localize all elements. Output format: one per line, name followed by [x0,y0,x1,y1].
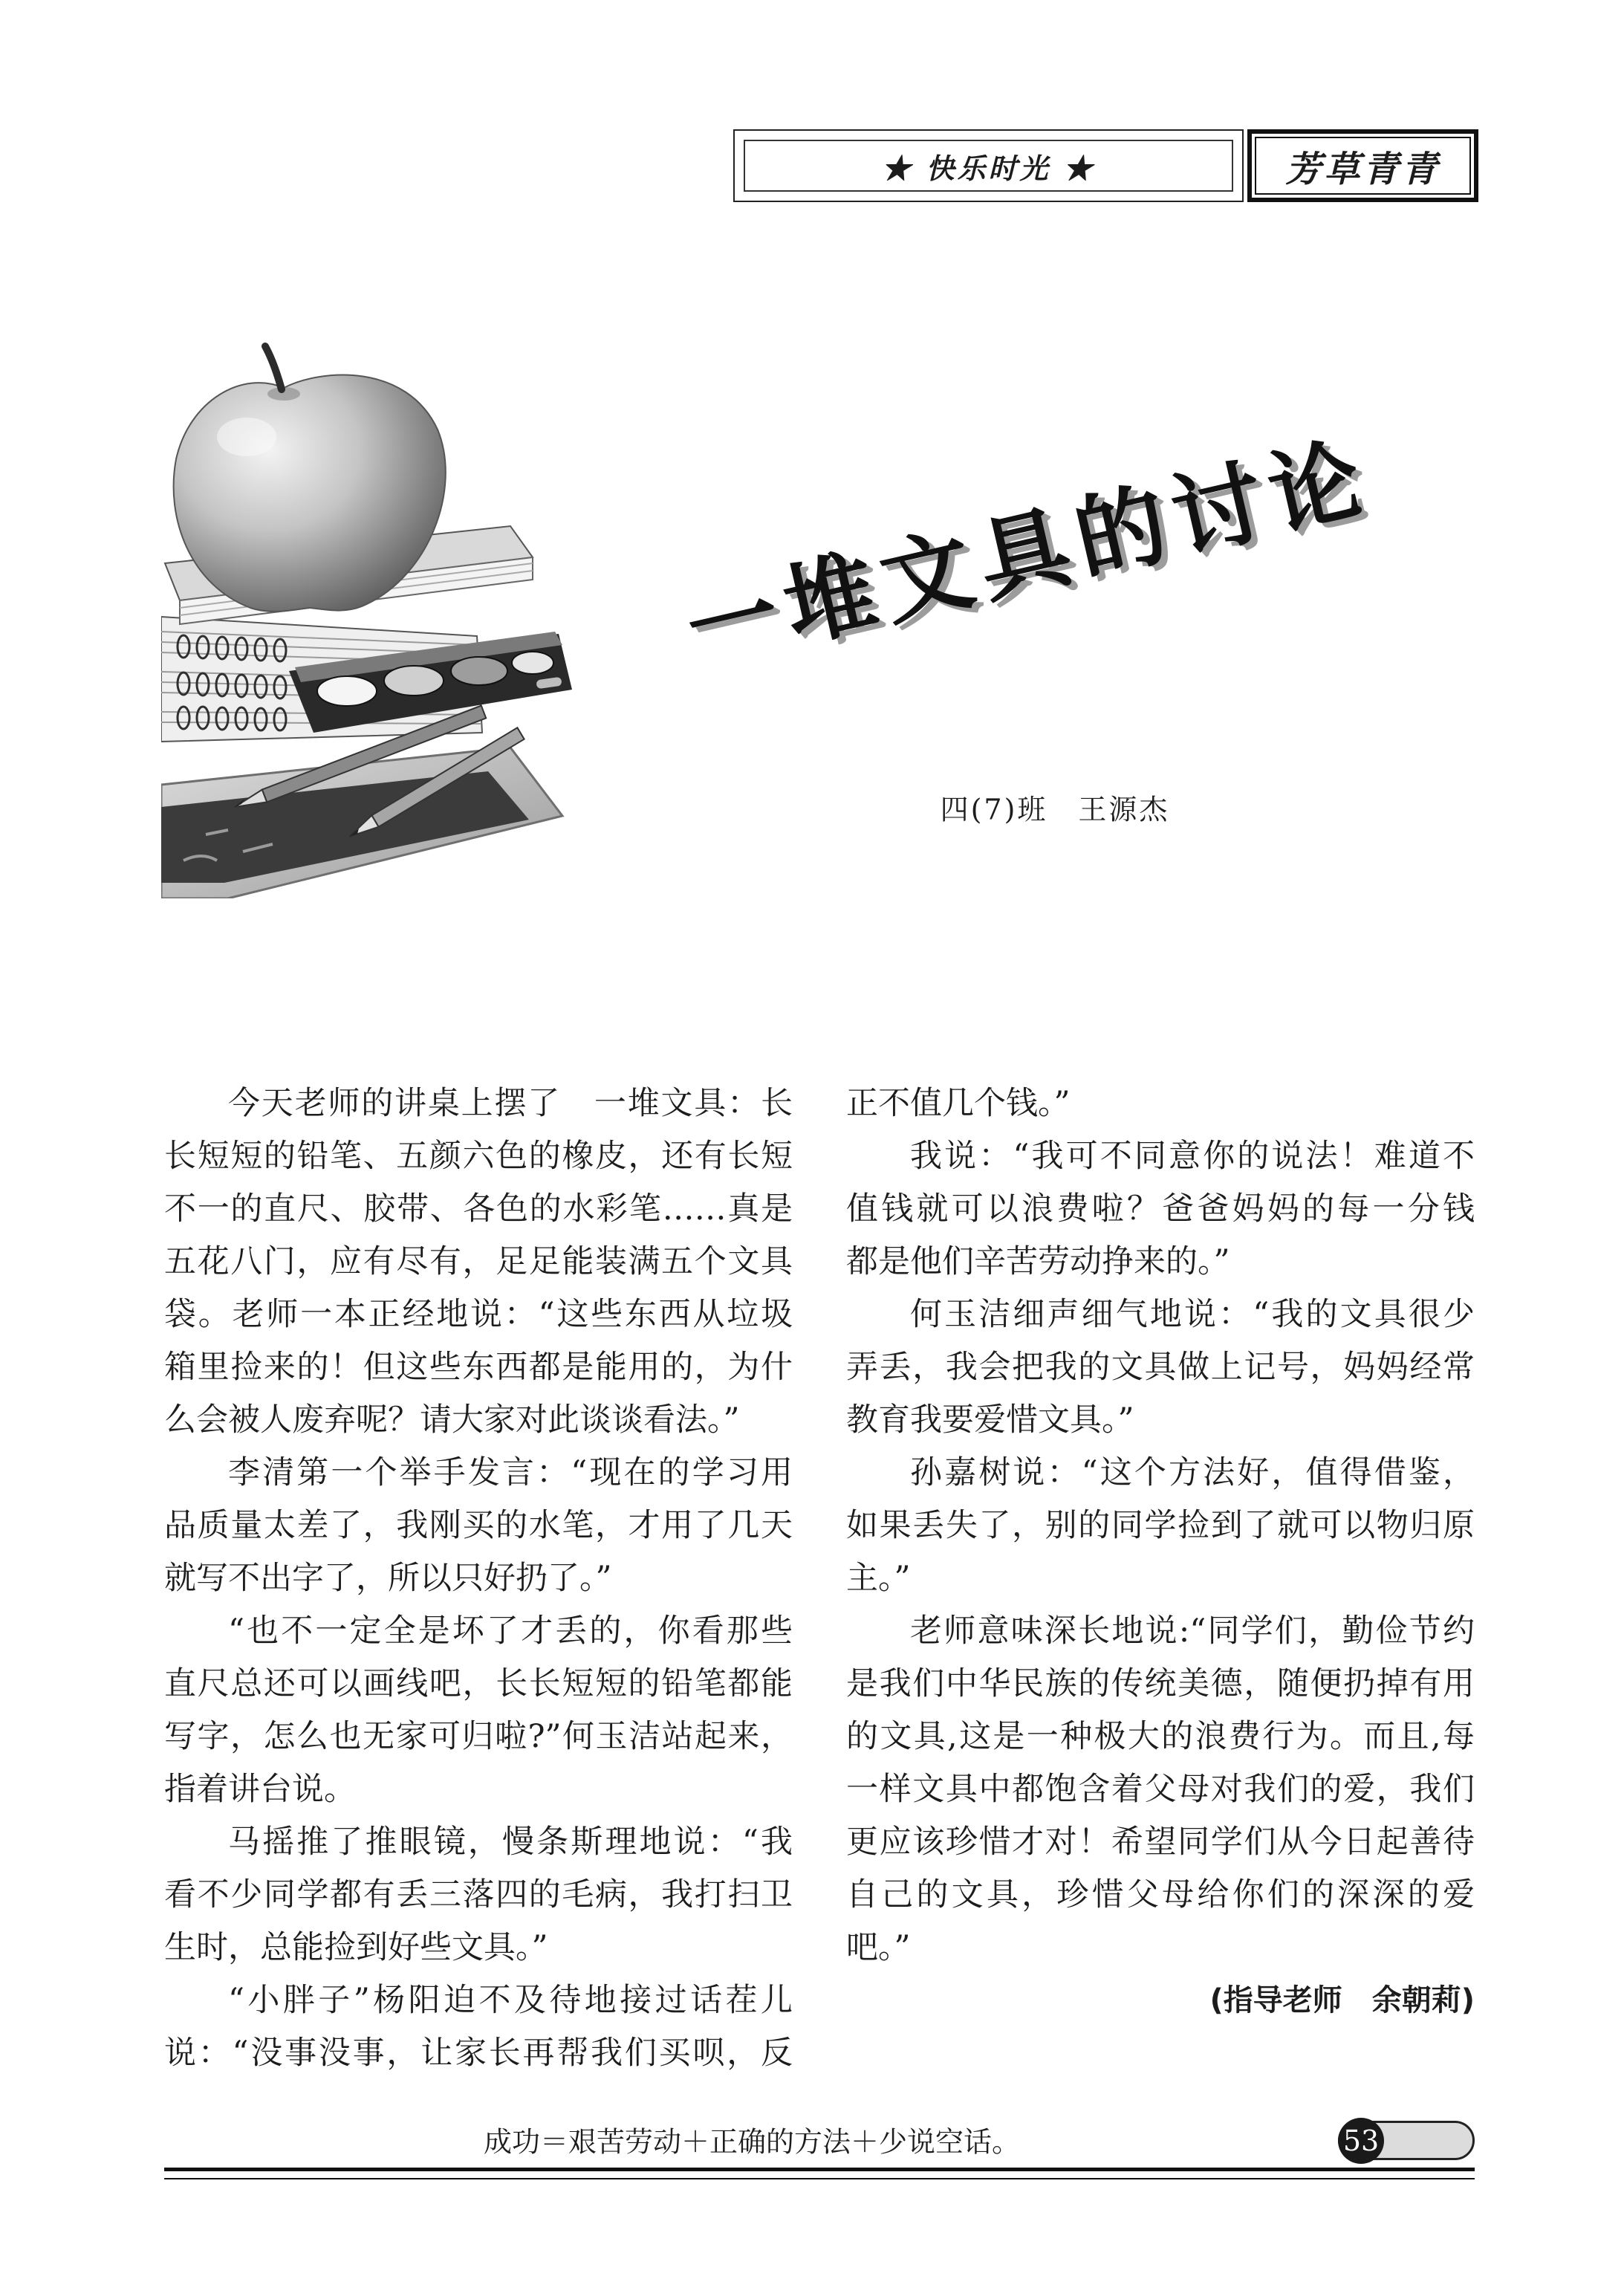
text-line: 箱里捡来的！但这些东西都是能用的，为什 [164,1349,793,1386]
text-line: 吧。” [846,1929,911,1966]
column-banner [1247,129,1478,202]
text-line: 马摇推了推眼镜，慢条斯理地说：“我 [228,1824,793,1861]
text-line: 正不值几个钱。” [846,1085,1071,1122]
footer-motto: 成功＝艰苦劳动＋正确的方法＋少说空话。 [483,2125,1021,2159]
slate-board [161,748,562,898]
footer-rule-thin [164,2178,1475,2179]
text-line: “也不一定全是坏了才丢的，你看那些 [228,1612,793,1650]
text-line: 值钱就可以浪费啦？爸爸妈妈的每一分钱 [846,1190,1475,1228]
page-number-badge [1338,2121,1475,2160]
text-line: 如果丢失了，别的同学捡到了就可以物归原 [846,1507,1475,1544]
text-line: “小胖子”杨阳迫不及待地接过话茬儿 [228,1982,793,2019]
text-line: 孙嘉树说：“这个方法好，值得借鉴， [910,1454,1475,1491]
text-line: 说：“没事没事，让家长再帮我们买呗，反 [164,2035,793,2072]
text-line: 的文具,这是一种极大的浪费行为。而且,每 [846,1718,1475,1755]
text-line: 教育我要爱惜文具。” [846,1401,1134,1439]
text-line: 今天老师的讲桌上摆了 一堆文具：长 [228,1085,793,1122]
section-title: ★ 快乐时光 ★ [882,151,1095,185]
column-title: 芳草青青 [1285,148,1441,190]
text-line: 直尺总还可以画线吧，长长短短的铅笔都能 [164,1665,793,1702]
text-line: 么会被人废弃呢？请大家对此谈谈看法。” [164,1401,740,1439]
article-byline: 四(7)班 王源杰 [940,793,1170,826]
text-line: 李清第一个举手发言：“现在的学习用 [228,1454,793,1491]
text-line: 自己的文具，珍惜父母给你们的深深的爱 [846,1876,1475,1913]
text-line: 何玉洁细声细气地说：“我的文具很少 [910,1296,1475,1333]
footer-rule-thick [164,2168,1475,2171]
text-line: 主。” [846,1560,911,1597]
article-column-right [846,1077,1475,2027]
text-line: 弄丢，我会把我的文具做上记号，妈妈经常 [846,1349,1475,1386]
column-banner-inner [1255,137,1471,195]
text-line: 品质量太差了，我刚买的水笔，才用了几天 [164,1507,793,1544]
article-title: 一堆文具的讨论 [677,424,1380,684]
page-number: 53 [1338,2118,1384,2164]
text-line: 都是他们辛苦劳动挣来的。” [846,1243,1230,1280]
section-banner-inner [744,140,1233,192]
text-line: 不一的直尺、胶带、各色的水彩笔……真是 [164,1190,793,1228]
text-line: 五花八门，应有尽有，足足能装满五个文具 [164,1243,793,1280]
apple [174,346,446,612]
text-line: 我说：“我可不同意你的说法！难道不 [910,1138,1475,1175]
apple-books-illustration [161,340,572,898]
text-line: 看不少同学都有丢三落四的毛病，我打扫卫 [164,1876,793,1913]
text-line: 写字，怎么也无家可归啦?”何玉洁站起来， [164,1718,793,1755]
text-line: 更应该珍惜才对！希望同学们从今日起善待 [846,1824,1475,1861]
article-column-left [164,1077,793,2080]
text-line: 指着讲台说。 [164,1771,356,1808]
text-line: 老师意味深长地说:“同学们，勤俭节约 [910,1612,1475,1650]
text-line: 一样文具中都饱含着父母对我们的爱，我们 [846,1771,1475,1808]
text-line: 长短短的铅笔、五颜六色的橡皮，还有长短 [164,1138,793,1175]
section-banner [733,129,1244,202]
text-line: 袋。老师一本正经地说：“这些东西从垃圾 [164,1296,793,1333]
text-line: 是我们中华民族的传统美德，随便扔掉有用 [846,1665,1475,1702]
text-line: 生时，总能捡到好些文具。” [164,1929,548,1966]
text-line: 就写不出字了，所以只好扔了。” [164,1560,612,1597]
advisor-credit: (指导老师 余朝莉) [1209,1983,1475,2017]
